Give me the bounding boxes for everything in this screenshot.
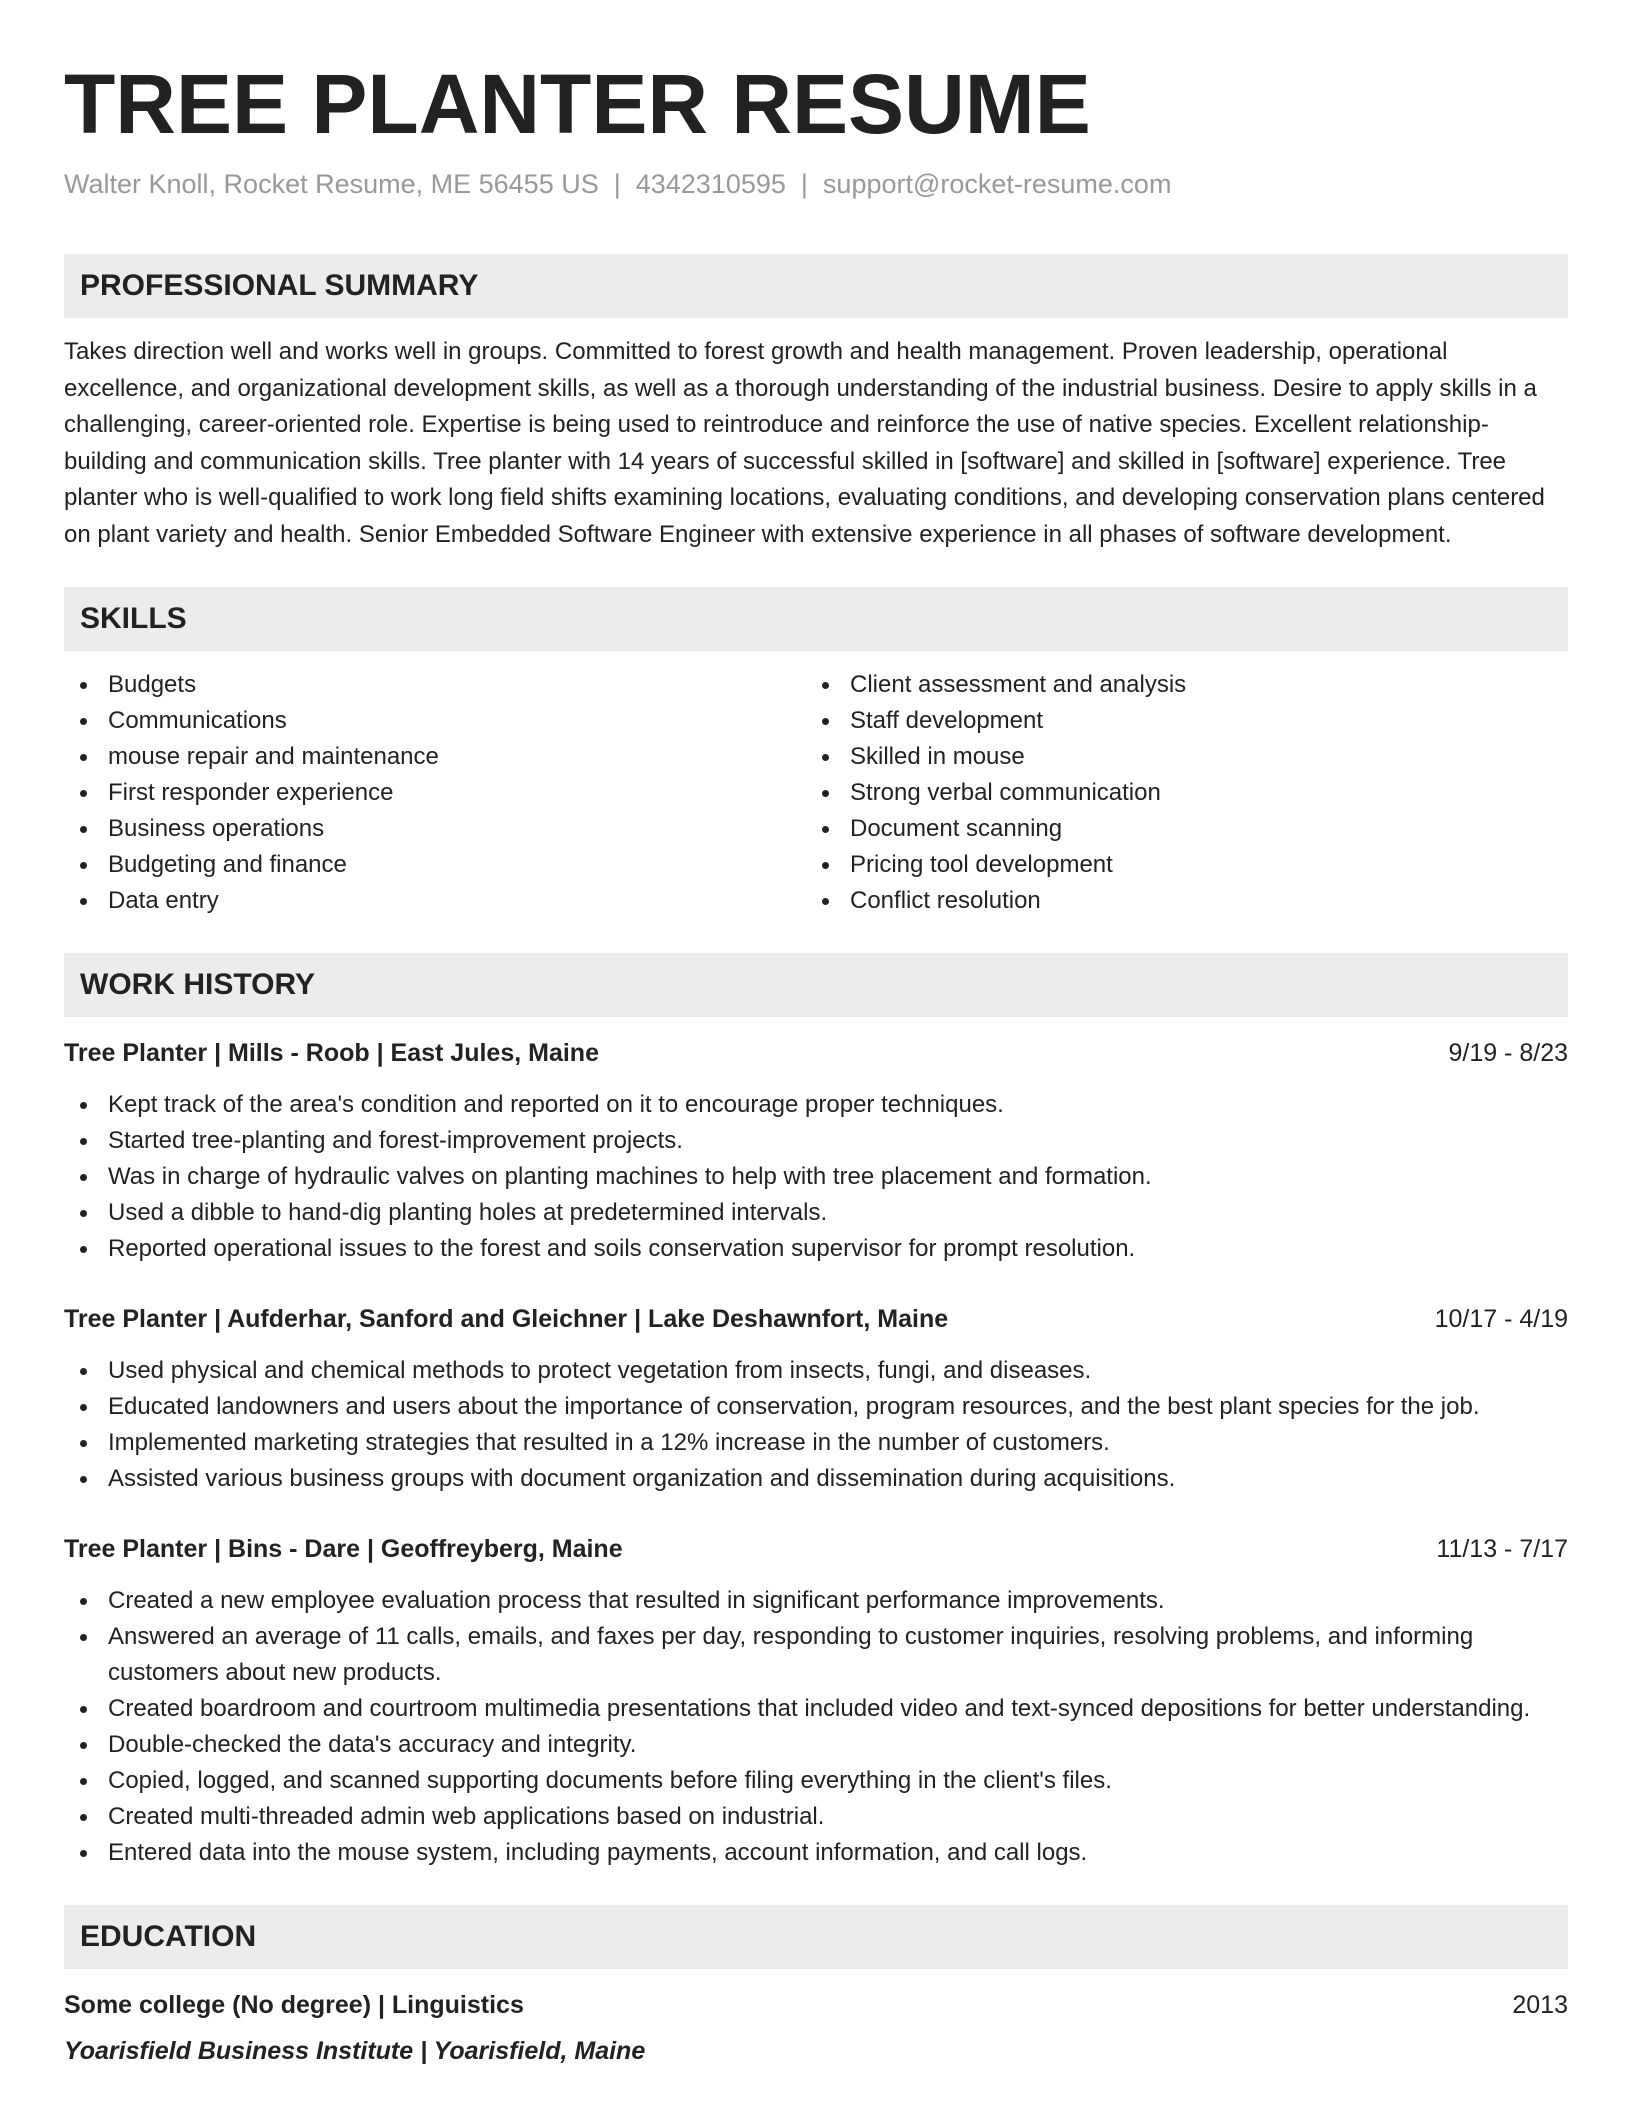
job-bullet: Used physical and chemical methods to protect vegetation from insects, fungi, and diseases. <box>64 1353 1568 1389</box>
job-bullet: Created multi-threaded admin web applications based on industrial. <box>64 1799 1568 1835</box>
job-bullet: Created boardroom and courtroom multimedia presentations that included video and text-synced depositions for better understanding. <box>64 1691 1568 1727</box>
skill-item: Staff development <box>806 703 1548 739</box>
work-history-heading: WORK HISTORY <box>64 953 1568 1017</box>
education-school: Yoarisfield Business Institute | Yoarisfield, Maine <box>64 2037 646 2065</box>
contact-address: Walter Knoll, Rocket Resume, ME 56455 US <box>64 169 599 199</box>
resume-title: TREE PLANTER RESUME <box>64 57 1091 151</box>
job-head <box>64 1035 1568 1071</box>
contact-phone: 4342310595 <box>635 169 786 199</box>
job-bullets <box>64 1353 1568 1497</box>
job-bullet: Used a dibble to hand-dig planting holes at predetermined intervals. <box>64 1195 1568 1231</box>
education-year: 2013 <box>1512 1991 1568 2019</box>
job-title: Tree Planter | Mills - Roob | East Jules, Maine <box>64 1039 599 1067</box>
skill-item: Budgets <box>64 667 806 703</box>
skill-item: Document scanning <box>806 811 1548 847</box>
skill-item: mouse repair and maintenance <box>64 739 806 775</box>
job-head <box>64 1301 1568 1337</box>
job-dates: 11/13 - 7/17 <box>1436 1535 1568 1563</box>
resume-page <box>64 56 1568 2069</box>
job-bullet: Copied, logged, and scanned supporting documents before filing everything in the client's files. <box>64 1763 1568 1799</box>
education-degree: Some college (No degree) | Linguistics <box>64 1991 524 2019</box>
job-bullet: Educated landowners and users about the importance of conservation, program resources, and the best plant species for the job. <box>64 1389 1568 1425</box>
job-bullet: Created a new employee evaluation process that resulted in significant performance improvements. <box>64 1583 1568 1619</box>
contact-email: support@rocket-resume.com <box>822 169 1172 199</box>
job-bullets <box>64 1583 1568 1871</box>
skill-item: Data entry <box>64 883 806 919</box>
job-bullet: Kept track of the area's condition and reported on it to encourage proper techniques. <box>64 1087 1568 1123</box>
job-bullets <box>64 1087 1568 1267</box>
contact-separator: | <box>613 169 621 199</box>
job-dates: 9/19 - 8/23 <box>1448 1039 1568 1067</box>
education-head <box>64 1987 1568 2023</box>
job-bullet: Double-checked the data's accuracy and integrity. <box>64 1727 1568 1763</box>
job-title: Tree Planter | Bins - Dare | Geoffreyberg, Maine <box>64 1535 623 1563</box>
skill-item: Budgeting and finance <box>64 847 806 883</box>
job-dates: 10/17 - 4/19 <box>1434 1305 1568 1333</box>
job-bullet: Reported operational issues to the forest and soils conservation supervisor for prompt resolution. <box>64 1231 1568 1267</box>
job-title: Tree Planter | Aufderhar, Sanford and Gleichner | Lake Deshawnfort, Maine <box>64 1305 949 1333</box>
job-head <box>64 1531 1568 1567</box>
job-entry <box>64 1531 1568 1871</box>
job-entry <box>64 1035 1568 1267</box>
skill-item: Conflict resolution <box>806 883 1548 919</box>
skill-item: Communications <box>64 703 806 739</box>
skill-item: Skilled in mouse <box>806 739 1548 775</box>
skill-item: Pricing tool development <box>806 847 1548 883</box>
job-bullet: Started tree-planting and forest-improvement projects. <box>64 1123 1568 1159</box>
skills-columns <box>64 667 1568 919</box>
skill-item: Business operations <box>64 811 806 847</box>
skills-left-list <box>64 667 806 919</box>
skill-item: First responder experience <box>64 775 806 811</box>
job-bullet: Was in charge of hydraulic valves on planting machines to help with tree placement and formation. <box>64 1159 1568 1195</box>
skills-right-list <box>806 667 1548 919</box>
job-bullet: Implemented marketing strategies that resulted in a 12% increase in the number of customers. <box>64 1425 1568 1461</box>
work-history-list <box>64 1035 1568 1871</box>
contact-separator: | <box>800 169 808 199</box>
education-heading: EDUCATION <box>64 1905 1568 1969</box>
skill-item: Strong verbal communication <box>806 775 1548 811</box>
skills-heading: SKILLS <box>64 587 1568 651</box>
education-entry <box>64 1987 1568 2069</box>
summary-heading: PROFESSIONAL SUMMARY <box>64 254 1568 318</box>
job-entry <box>64 1301 1568 1497</box>
job-bullet: Assisted various business groups with document organization and dissemination during acquisitions. <box>64 1461 1568 1497</box>
summary-text: Takes direction well and works well in groups. Committed to forest growth and health management. Proven leadership, operational excellence, and organizational development skills, as well as a thorough understanding of the industrial business. Desire to apply skills in a challenging, career-oriented role. Expertise is being used to reintroduce and reinforce the use of native species. Excellent relationship-building and communication skills. Tree planter with 14 years of successful skilled in [software] and skilled in [software] experience. Tree planter who is well-qualified to work long field shifts examining locations, evaluating conditions, and developing conservation plans centered on plant variety and health. Senior Embedded Software Engineer with extensive experience in all phases of software development. <box>64 338 1545 548</box>
job-bullet: Entered data into the mouse system, including payments, account information, and call logs. <box>64 1835 1568 1871</box>
job-bullet: Answered an average of 11 calls, emails, and faxes per day, responding to customer inquiries, resolving problems, and informing customers about new products. <box>64 1619 1568 1691</box>
skill-item: Client assessment and analysis <box>806 667 1548 703</box>
contact-line <box>64 166 1568 202</box>
